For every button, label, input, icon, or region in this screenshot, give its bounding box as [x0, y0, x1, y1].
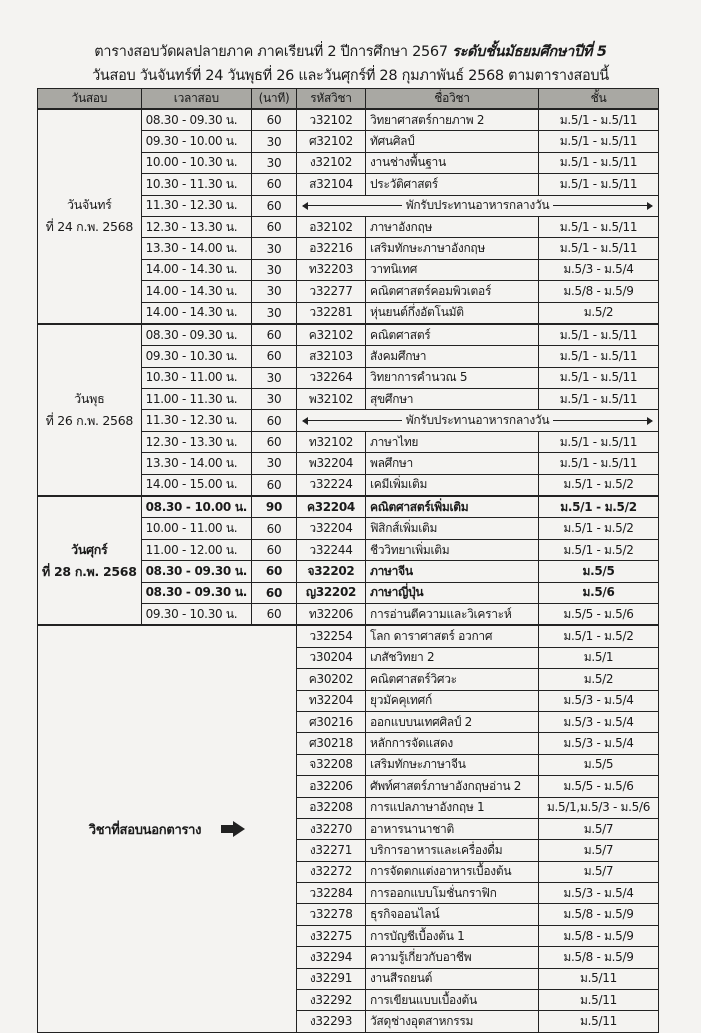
exam-day-cell: [38, 109, 142, 324]
class-cell: ม.5/5 - ม.5/6: [538, 603, 658, 625]
lunch-break-cell: [296, 195, 658, 216]
class-cell: ม.5/2: [538, 669, 658, 690]
class-cell: ม.5/1 - ม.5/11: [538, 324, 658, 346]
subject-code-cell: ส32103: [296, 346, 365, 367]
class-cell: ม.5/11: [538, 1011, 658, 1032]
outside-schedule-label-group: [42, 819, 292, 840]
subject-name-cell: อาหารนานาชาติ: [365, 818, 538, 839]
subject-name-cell: หลักการจัดแสดง: [365, 733, 538, 754]
time-cell: 12.30 - 13.30 น.: [141, 216, 251, 237]
minutes-cell: 60: [251, 518, 296, 539]
class-cell: ม.5/1 - ม.5/2: [538, 625, 658, 647]
subject-code-cell: ง32272: [296, 861, 365, 882]
class-cell: ม.5/1 - ม.5/2: [538, 496, 658, 518]
subject-code-cell: อ32102: [296, 216, 365, 237]
subject-name-cell: ประวัติศาสตร์: [365, 174, 538, 195]
class-cell: ม.5/11: [538, 968, 658, 989]
class-cell: ม.5/1 - ม.5/11: [538, 431, 658, 452]
subject-code-cell: ศ30216: [296, 711, 365, 732]
class-cell: ม.5/6: [538, 582, 658, 603]
subject-name-cell: เสริมทักษะภาษาอังกฤษ: [365, 238, 538, 259]
class-cell: ม.5/1 - ม.5/11: [538, 367, 658, 388]
subject-name-cell: คณิตศาสตร์: [365, 324, 538, 346]
outside-schedule-label: วิชาที่สอบนอกตาราง: [88, 822, 202, 838]
subject-name-cell: งานสีรถยนต์: [365, 968, 538, 989]
subject-code-cell: ศ30218: [296, 733, 365, 754]
minutes-cell: 90: [251, 496, 296, 518]
class-cell: ม.5/5: [538, 561, 658, 582]
lunch-break-label: พักรับประทานอาหารกลางวัน: [405, 198, 550, 213]
time-cell: 14.00 - 14.30 น.: [141, 259, 251, 280]
class-cell: ม.5/1 - ม.5/2: [538, 474, 658, 496]
time-cell: 09.30 - 10.30 น.: [141, 346, 251, 367]
subject-code-cell: ว32281: [296, 302, 365, 324]
class-cell: ม.5/1 - ม.5/11: [538, 152, 658, 173]
subject-name-cell: วิทยาศาสตร์กายภาพ 2: [365, 109, 538, 131]
subject-code-cell: อ32208: [296, 797, 365, 818]
subject-name-cell: คณิตศาสตร์คอมพิวเตอร์: [365, 281, 538, 302]
subject-code-cell: ง32292: [296, 990, 365, 1011]
header-day: วันสอบ: [38, 89, 142, 110]
minutes-cell: 30: [251, 453, 296, 474]
subject-code-cell: ง32293: [296, 1011, 365, 1032]
minutes-cell: 30: [251, 281, 296, 302]
subject-name-cell: วาทนิเทศ: [365, 259, 538, 280]
subject-name-cell: การบัญชีเบื้องต้น 1: [365, 925, 538, 946]
subject-name-cell: ภาษาจีน: [365, 561, 538, 582]
subject-name-cell: ภาษาอังกฤษ: [365, 216, 538, 237]
subject-code-cell: ท32203: [296, 259, 365, 280]
class-cell: ม.5/11: [538, 990, 658, 1011]
minutes-cell: 30: [251, 389, 296, 410]
subject-name-cell: งานช่างพื้นฐาน: [365, 152, 538, 173]
minutes-cell: 30: [251, 259, 296, 280]
minutes-cell: 30: [251, 367, 296, 388]
subject-name-cell: บริการอาหารและเครื่องดื่ม: [365, 840, 538, 861]
class-cell: ม.5/3 - ม.5/4: [538, 733, 658, 754]
subject-code-cell: ญ32202: [296, 582, 365, 603]
subject-name-cell: พลศึกษา: [365, 453, 538, 474]
header-time: เวลาสอบ: [141, 89, 251, 110]
subject-name-cell: วัสดุช่างอุตสาหกรรม: [365, 1011, 538, 1032]
minutes-cell: 60: [251, 582, 296, 603]
subject-code-cell: ค32204: [296, 496, 365, 518]
subject-code-cell: ค30202: [296, 669, 365, 690]
subject-code-cell: ง32275: [296, 925, 365, 946]
class-cell: ม.5/3 - ม.5/4: [538, 883, 658, 904]
minutes-cell: 60: [251, 216, 296, 237]
subject-code-cell: ค32102: [296, 324, 365, 346]
class-cell: ม.5/8 - ม.5/9: [538, 925, 658, 946]
time-cell: 09.30 - 10.00 น.: [141, 131, 251, 152]
subject-code-cell: ท32204: [296, 690, 365, 711]
subject-name-cell: สังคมศึกษา: [365, 346, 538, 367]
subject-name-cell: ยุวมัคคุเทศก์: [365, 690, 538, 711]
class-cell: ม.5/1 - ม.5/2: [538, 518, 658, 539]
class-cell: ม.5/8 - ม.5/9: [538, 281, 658, 302]
subject-name-cell: สุขศึกษา: [365, 389, 538, 410]
subject-name-cell: เสริมทักษะภาษาจีน: [365, 754, 538, 775]
subject-code-cell: ส32104: [296, 174, 365, 195]
class-cell: ม.5/1 - ม.5/11: [538, 238, 658, 259]
time-cell: 11.00 - 12.00 น.: [141, 539, 251, 560]
subject-code-cell: ว32254: [296, 625, 365, 647]
minutes-cell: 60: [251, 603, 296, 625]
subject-code-cell: ง32270: [296, 818, 365, 839]
minutes-cell: 30: [251, 131, 296, 152]
minutes-cell: 30: [251, 302, 296, 324]
left-arrow-icon: [303, 205, 402, 206]
subject-name-cell: ภาษาญี่ปุ่น: [365, 582, 538, 603]
lunch-break-label: พักรับประทานอาหารกลางวัน: [405, 413, 550, 428]
outside-table-row: [38, 625, 659, 647]
time-cell: 13.30 - 14.00 น.: [141, 238, 251, 259]
class-cell: ม.5/3 - ม.5/4: [538, 259, 658, 280]
class-cell: ม.5/1 - ม.5/2: [538, 539, 658, 560]
subject-name-cell: โลก ดาราศาสตร์ อวกาศ: [365, 625, 538, 647]
subject-code-cell: พ32102: [296, 389, 365, 410]
time-cell: 10.00 - 11.00 น.: [141, 518, 251, 539]
time-cell: 14.00 - 15.00 น.: [141, 474, 251, 496]
time-cell: 10.30 - 11.30 น.: [141, 174, 251, 195]
minutes-cell: 60: [251, 346, 296, 367]
subject-code-cell: ง32294: [296, 947, 365, 968]
subject-name-cell: การออกแบบโมชั่นกราฟิก: [365, 883, 538, 904]
time-cell: 13.30 - 14.00 น.: [141, 453, 251, 474]
time-cell: 09.30 - 10.30 น.: [141, 603, 251, 625]
minutes-cell: 60: [251, 431, 296, 452]
header-class: ชั้น: [538, 89, 658, 110]
class-cell: ม.5/1 - ม.5/11: [538, 109, 658, 131]
class-cell: ม.5/1 - ม.5/11: [538, 346, 658, 367]
exam-day-name: วันจันทร์: [67, 197, 112, 213]
document-title: [0, 40, 701, 63]
class-cell: ม.5/1 - ม.5/11: [538, 389, 658, 410]
class-cell: ม.5/1 - ม.5/11: [538, 174, 658, 195]
exam-day-date: ที่ 28 ก.พ. 2568: [42, 563, 137, 579]
schedule-body: [38, 109, 659, 1032]
subject-name-cell: ความรู้เกี่ยวกับอาชีพ: [365, 947, 538, 968]
right-arrow-icon: [553, 205, 652, 206]
subject-code-cell: ว32264: [296, 367, 365, 388]
class-cell: ม.5/3 - ม.5/4: [538, 711, 658, 732]
subject-name-cell: การแปลภาษาอังกฤษ 1: [365, 797, 538, 818]
subject-code-cell: ว32278: [296, 904, 365, 925]
subject-name-cell: ธุรกิจออนไลน์: [365, 904, 538, 925]
right-arrow-icon: [553, 420, 652, 421]
subject-name-cell: ภาษาไทย: [365, 431, 538, 452]
time-cell: 08.30 - 10.00 น.: [141, 496, 251, 518]
subject-name-cell: เคมีเพิ่มเติม: [365, 474, 538, 496]
outside-schedule-cell: [38, 625, 297, 1032]
time-cell: 08.30 - 09.30 น.: [141, 582, 251, 603]
subject-code-cell: ง32291: [296, 968, 365, 989]
subject-code-cell: จ32208: [296, 754, 365, 775]
lunch-break-cell: [296, 410, 658, 431]
minutes-cell: 60: [251, 474, 296, 496]
minutes-cell: 60: [251, 195, 296, 216]
subject-code-cell: ง32102: [296, 152, 365, 173]
minutes-cell: 60: [251, 109, 296, 131]
subject-code-cell: ว32102: [296, 109, 365, 131]
class-cell: ม.5/7: [538, 840, 658, 861]
minutes-cell: 30: [251, 152, 296, 173]
document-subtitle: วันสอบ วันจันทร์ที่ 24 วันพุธที่ 26 และวันศุกร์ที่ 28 กุมภาพันธ์ 2568 ตามตารางสอบนี้: [92, 68, 609, 84]
subject-code-cell: ว32277: [296, 281, 365, 302]
class-cell: ม.5/1: [538, 647, 658, 668]
time-cell: 14.00 - 14.30 น.: [141, 302, 251, 324]
table-row: [38, 496, 659, 518]
table-row: [38, 109, 659, 131]
left-arrow-icon: [303, 420, 402, 421]
subject-name-cell: ศัพท์ศาสตร์ภาษาอังกฤษอ่าน 2: [365, 776, 538, 797]
subject-name-cell: ทัศนศิลป์: [365, 131, 538, 152]
subject-name-cell: คณิตศาสตร์วิศวะ: [365, 669, 538, 690]
subject-name-cell: การจัดตกแต่งอาหารเบื้องต้น: [365, 861, 538, 882]
exam-day-date: ที่ 26 ก.พ. 2568: [45, 412, 134, 428]
subject-code-cell: อ32216: [296, 238, 365, 259]
subject-code-cell: ว32224: [296, 474, 365, 496]
right-arrow-icon: [221, 821, 245, 837]
class-cell: ม.5/1 - ม.5/11: [538, 131, 658, 152]
minutes-cell: 60: [251, 539, 296, 560]
time-cell: 11.30 - 12.30 น.: [141, 410, 251, 431]
class-cell: ม.5/8 - ม.5/9: [538, 904, 658, 925]
subject-name-cell: หุ่นยนต์กึ่งอัตโนมัติ: [365, 302, 538, 324]
minutes-cell: 60: [251, 174, 296, 195]
minutes-cell: 30: [251, 238, 296, 259]
class-cell: ม.5/3 - ม.5/4: [538, 690, 658, 711]
class-cell: ม.5/5 - ม.5/6: [538, 776, 658, 797]
subject-name-cell: ฟิสิกส์เพิ่มเติม: [365, 518, 538, 539]
subject-code-cell: ท32206: [296, 603, 365, 625]
time-cell: 08.30 - 09.30 น.: [141, 561, 251, 582]
subject-name-cell: ชีววิทยาเพิ่มเติม: [365, 539, 538, 560]
subject-code-cell: จ32202: [296, 561, 365, 582]
time-cell: 12.30 - 13.30 น.: [141, 431, 251, 452]
subject-code-cell: พ32204: [296, 453, 365, 474]
subject-code-cell: ว32244: [296, 539, 365, 560]
time-cell: 08.30 - 09.30 น.: [141, 109, 251, 131]
header-minutes: (นาที): [251, 89, 296, 110]
time-cell: 11.30 - 12.30 น.: [141, 195, 251, 216]
class-cell: ม.5/5: [538, 754, 658, 775]
class-cell: ม.5/1 - ม.5/11: [538, 216, 658, 237]
exam-day-cell: [38, 496, 142, 625]
lunch-break-indicator: [301, 411, 654, 430]
table-row: [38, 324, 659, 346]
subject-code-cell: ง32271: [296, 840, 365, 861]
header-row: [38, 89, 659, 110]
time-cell: 10.30 - 11.00 น.: [141, 367, 251, 388]
minutes-cell: 60: [251, 561, 296, 582]
class-cell: ม.5/7: [538, 861, 658, 882]
subject-name-cell: การเขียนแบบเบื้องต้น: [365, 990, 538, 1011]
subject-name-cell: เภสัชวิทยา 2: [365, 647, 538, 668]
subject-name-cell: วิทยาการคำนวณ 5: [365, 367, 538, 388]
subject-code-cell: อ32206: [296, 776, 365, 797]
header-subject: ชื่อวิชา: [365, 89, 538, 110]
time-cell: 14.00 - 14.30 น.: [141, 281, 251, 302]
class-cell: ม.5/1,ม.5/3 - ม.5/6: [538, 797, 658, 818]
subject-code-cell: ว30204: [296, 647, 365, 668]
subject-code-cell: ท32102: [296, 431, 365, 452]
lunch-break-indicator: [301, 196, 654, 215]
minutes-cell: 60: [251, 410, 296, 431]
title-plain: ตารางสอบวัดผลปลายภาค ภาคเรียนที่ 2 ปีการศึกษา 2567: [94, 44, 453, 60]
minutes-cell: 60: [251, 324, 296, 346]
title-level: ระดับชั้นมัธยมศึกษาปีที่ 5: [452, 44, 607, 60]
class-cell: ม.5/2: [538, 302, 658, 324]
exam-day-date: ที่ 24 ก.พ. 2568: [45, 219, 134, 235]
exam-day-name: วันศุกร์: [71, 541, 108, 557]
subject-name-cell: ออกแบบนเทศศิลป์ 2: [365, 711, 538, 732]
exam-day-name: วันพุธ: [74, 390, 105, 406]
class-cell: ม.5/1 - ม.5/11: [538, 453, 658, 474]
time-cell: 10.00 - 10.30 น.: [141, 152, 251, 173]
exam-day-cell: [38, 324, 142, 496]
subject-code-cell: ว32204: [296, 518, 365, 539]
subject-code-cell: ว32284: [296, 883, 365, 904]
subject-code-cell: ศ32102: [296, 131, 365, 152]
class-cell: ม.5/7: [538, 818, 658, 839]
class-cell: ม.5/8 - ม.5/9: [538, 947, 658, 968]
subject-name-cell: การอ่านตีความและวิเคราะห์: [365, 603, 538, 625]
time-cell: 11.00 - 11.30 น.: [141, 389, 251, 410]
exam-schedule-table: [37, 88, 659, 1033]
header-code: รหัสวิชา: [296, 89, 365, 110]
time-cell: 08.30 - 09.30 น.: [141, 324, 251, 346]
subject-name-cell: คณิตศาสตร์เพิ่มเติม: [365, 496, 538, 518]
